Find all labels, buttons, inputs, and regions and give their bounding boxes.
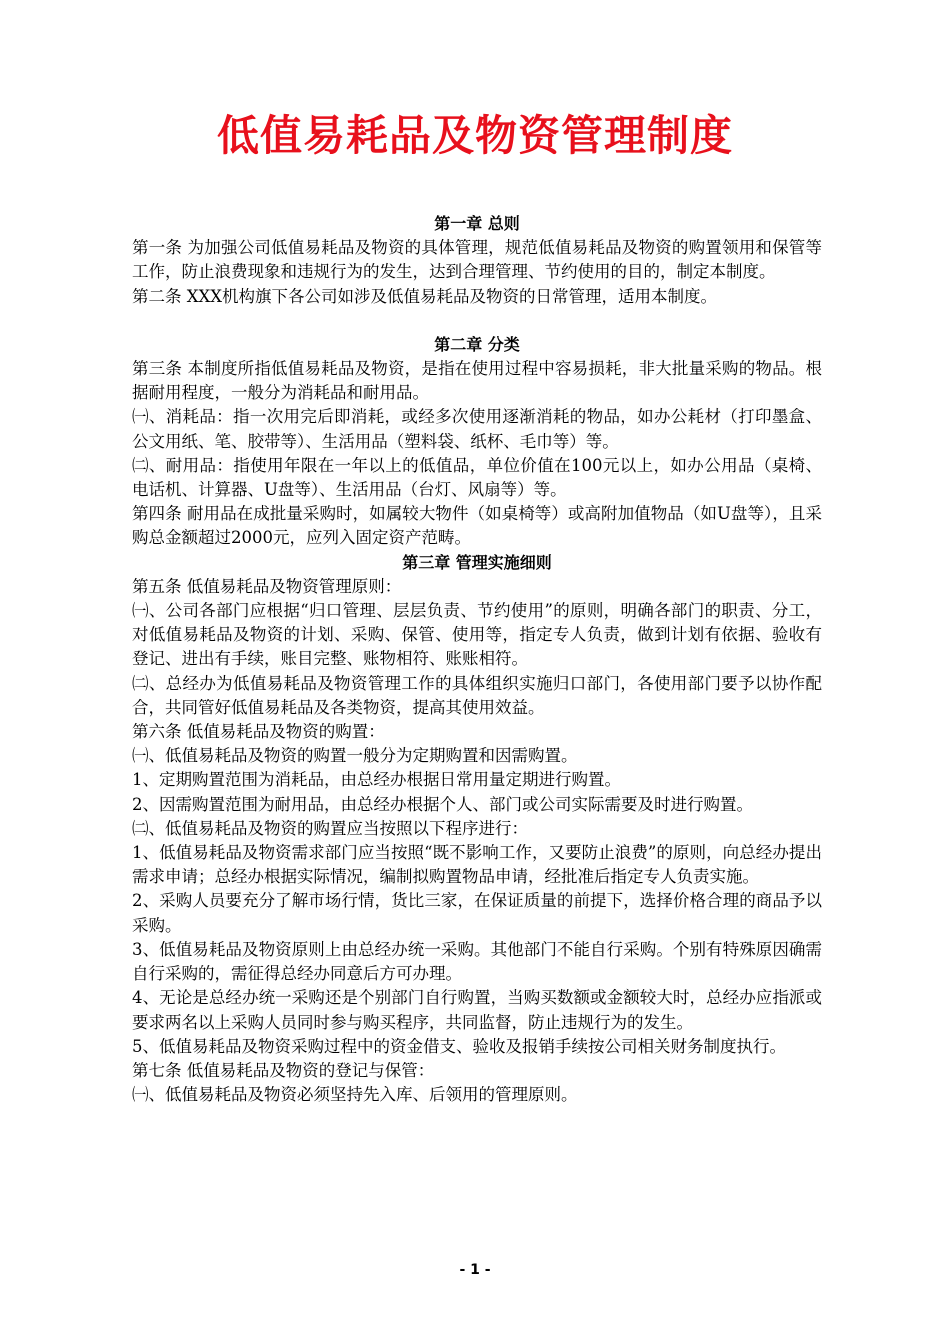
paragraph: 3、低值易耗品及物资原则上由总经办统一采购。其他部门不能自行采购。个别有特殊原因确需自行采购的，需征得总经办同意后方可办理。	[132, 939, 822, 984]
paragraph: 第一条 为加强公司低值易耗品及物资的具体管理，规范低值易耗品及物资的购置领用和保管等工作，防止浪费现象和违规行为的发生，达到合理管理、节约使用的目的，制定本制度。	[132, 238, 822, 282]
paragraph: ㈡、耐用品：指使用年限在一年以上的低值品，单位价值在100元以上，如办公用品（桌椅、电话机、计算器、U盘等）、生活用品（台灯、风扇等）等。	[132, 455, 822, 500]
paragraph: 第五条 低值易耗品及物资管理原则：	[132, 576, 402, 596]
paragraph: 第三条 本制度所指低值易耗品及物资，是指在使用过程中容易损耗，非大批量采购的物品。根据耐用程度，一般分为消耗品和耐用品。	[132, 359, 822, 403]
paragraph: 5、低值易耗品及物资采购过程中的资金借支、验收及报销手续按公司相关财务制度执行。	[132, 1036, 786, 1056]
paragraph: 1、定期购置范围为消耗品，由总经办根据日常用量定期进行购置。	[132, 770, 621, 790]
paragraph: ㈡、总经办为低值易耗品及物资管理工作的具体组织实施归口部门，各使用部门要予以协作配合，共同管好低值易耗品及各类物资，提高其使用效益。	[132, 673, 822, 717]
chapter-2-heading: 第二章 分类	[434, 334, 520, 354]
paragraph: 1、低值易耗品及物资需求部门应当按照“既不影响工作，又要防止浪费”的原则，向总经办提出需求申请；总经办根据实际情况，编制拟购置物品申请，经批准后指定专人负责实施。	[132, 843, 822, 887]
paragraph: 第四条 耐用品在成批量采购时，如属较大物件（如桌椅等）或高附加值物品（如U盘等），且采购总金额超过2000元，应列入固定资产范畴。	[132, 504, 822, 548]
document-body	[132, 212, 822, 1107]
paragraph: ㈠、公司各部门应根据“归口管理、层层负责、节约使用”的原则，明确各部门的职责、分工，对低值易耗品及物资的计划、采购、保管、使用等，指定专人负责，做到计划有依据、验收有登记、进出有手续，账目完整、账物相符、账账相符。	[132, 601, 822, 669]
paragraph: ㈠、低值易耗品及物资必须坚持先入库、后领用的管理原则。	[132, 1085, 578, 1105]
paragraph: ㈡、低值易耗品及物资的购置应当按照以下程序进行：	[132, 818, 528, 838]
document-title: 低值易耗品及物资管理制度	[216, 111, 733, 160]
paragraph: 第七条 低值易耗品及物资的登记与保管：	[132, 1060, 435, 1080]
page-number: - 1 -	[459, 1262, 491, 1278]
chapter-3-heading: 第三章 管理实施细则	[402, 552, 552, 572]
paragraph: 4、无论是总经办统一采购还是个别部门自行购置，当购买数额或金额较大时，总经办应指派或要求两名以上采购人员同时参与购买程序，共同监督，防止违规行为的发生。	[132, 988, 822, 1032]
spacer	[132, 309, 822, 333]
chapter-1-heading: 第一章 总则	[434, 214, 520, 233]
paragraph: 第二条 XXX机构旗下各公司如涉及低值易耗品及物资的日常管理，适用本制度。	[132, 286, 717, 306]
paragraph: ㈠、低值易耗品及物资的购置一般分为定期购置和因需购置。	[132, 746, 578, 766]
paragraph: 第六条 低值易耗品及物资的购置：	[132, 722, 385, 742]
paragraph: ㈠、消耗品：指一次用完后即消耗，或经多次使用逐渐消耗的物品，如办公耗材（打印墨盒、公文用纸、笔、胶带等）、生活用品（塑料袋、纸杯、毛巾等）等。	[132, 407, 822, 451]
paragraph: 2、因需购置范围为耐用品，由总经办根据个人、部门或公司实际需要及时进行购置。	[132, 794, 753, 814]
paragraph: 2、采购人员要充分了解市场行情，货比三家，在保证质量的前提下，选择价格合理的商品予以采购。	[132, 891, 822, 935]
